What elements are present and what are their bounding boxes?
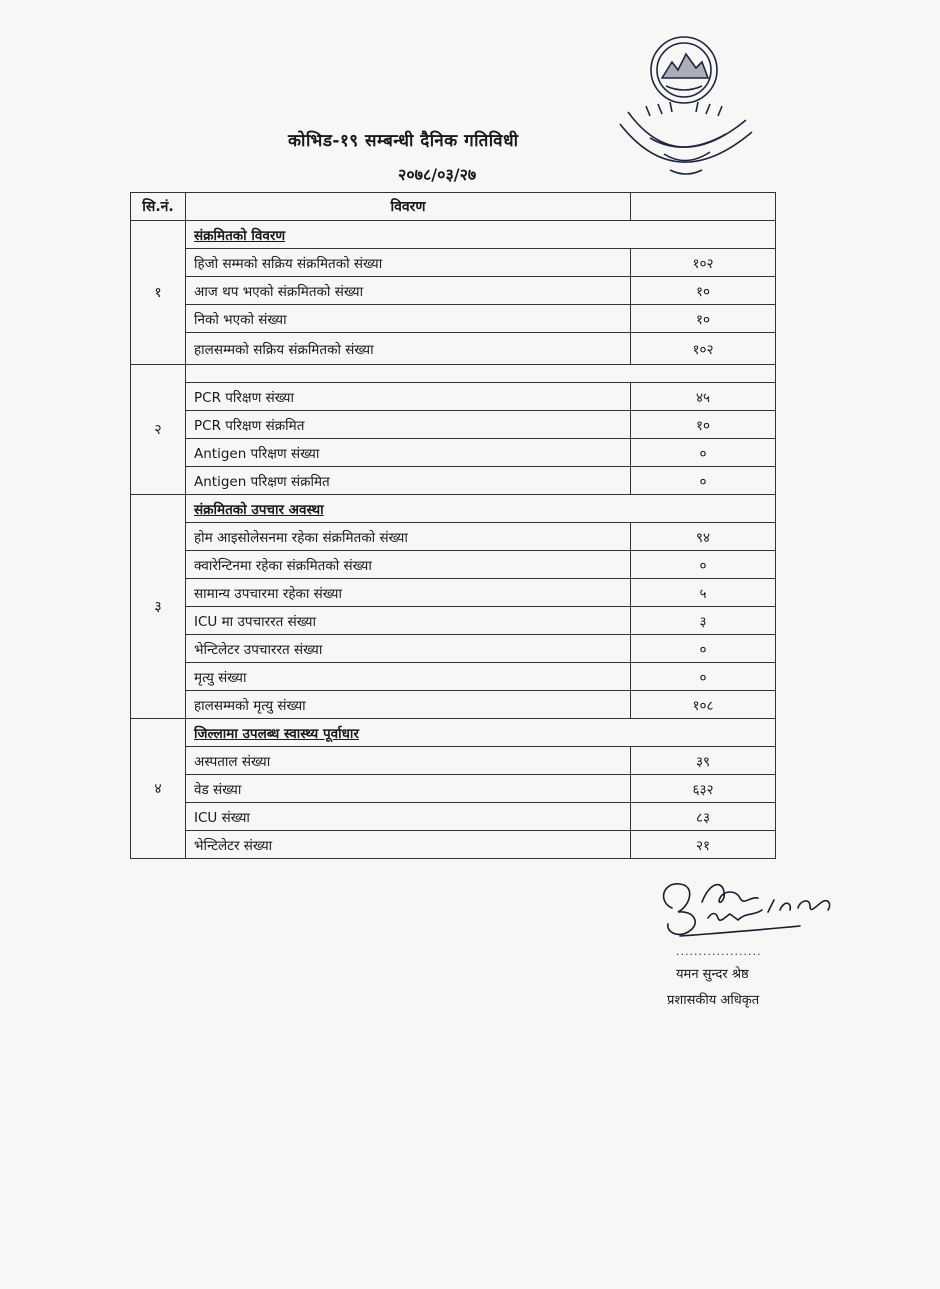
table-row xyxy=(131,635,776,663)
row-value: १० xyxy=(631,411,776,439)
table-row xyxy=(131,411,776,439)
row-value: ४५ xyxy=(631,383,776,411)
table-row xyxy=(131,523,776,551)
section-heading: जिल्लामा उपलब्ध स्वास्थ्य पूर्वाधार xyxy=(186,719,776,747)
row-value: १० xyxy=(631,305,776,333)
row-label: हालसम्मको सक्रिय संक्रमितको संख्या xyxy=(186,333,631,365)
row-value: १०२ xyxy=(631,333,776,365)
section-heading-row xyxy=(131,221,776,249)
table-row xyxy=(131,333,776,365)
row-label: निको भएको संख्या xyxy=(186,305,631,333)
row-value: १०२ xyxy=(631,249,776,277)
row-value: ८३ xyxy=(631,803,776,831)
serial-number: १ xyxy=(131,221,186,365)
header-description: विवरण xyxy=(186,193,631,221)
row-value: २१ xyxy=(631,831,776,859)
header-serial-number: सि.नं. xyxy=(131,193,186,221)
section-heading: संक्रमितको विवरण xyxy=(186,221,776,249)
covid-daily-report-table xyxy=(130,192,776,859)
handwritten-signature xyxy=(650,872,840,952)
table-row xyxy=(131,831,776,859)
table-row xyxy=(131,249,776,277)
row-label: Antigen परिक्षण संख्या xyxy=(186,439,631,467)
row-value: ० xyxy=(631,439,776,467)
row-value: १० xyxy=(631,277,776,305)
row-label: मृत्यु संख्या xyxy=(186,663,631,691)
table-header-row xyxy=(131,193,776,221)
row-label: PCR परिक्षण संख्या xyxy=(186,383,631,411)
page-title: कोभिड-१९ सम्बन्धी दैनिक गतिविधी xyxy=(288,131,519,151)
row-label: आज थप भएको संक्रमितको संख्या xyxy=(186,277,631,305)
table-row xyxy=(131,277,776,305)
row-value: ९४ xyxy=(631,523,776,551)
row-value: ० xyxy=(631,635,776,663)
section-heading-row xyxy=(131,719,776,747)
row-label: अस्पताल संख्या xyxy=(186,747,631,775)
table-row xyxy=(131,551,776,579)
row-label: भेन्टिलेटर उपचाररत संख्या xyxy=(186,635,631,663)
signature-line: ................... xyxy=(676,945,762,958)
section-heading xyxy=(186,365,776,383)
serial-number: ४ xyxy=(131,719,186,859)
row-label: हिजो सम्मको सक्रिय संक्रमितको संख्या xyxy=(186,249,631,277)
signer-designation: प्रशासकीय अधिकृत xyxy=(667,993,760,1008)
row-value: ३ xyxy=(631,607,776,635)
row-label: सामान्य उपचारमा रहेका संख्या xyxy=(186,579,631,607)
row-label: होम आइसोलेसनमा रहेका संक्रमितको संख्या xyxy=(186,523,631,551)
row-label: वेड संख्या xyxy=(186,775,631,803)
row-label: PCR परिक्षण संक्रमित xyxy=(186,411,631,439)
official-seal xyxy=(606,28,756,188)
row-label: क्वारेन्टिनमा रहेका संक्रमितको संख्या xyxy=(186,551,631,579)
section-heading-row xyxy=(131,365,776,383)
table-row xyxy=(131,803,776,831)
table-row xyxy=(131,579,776,607)
table-row xyxy=(131,467,776,495)
report-date: २०७८/०३/२७ xyxy=(398,165,477,184)
section-heading-row xyxy=(131,495,776,523)
row-value: ३९ xyxy=(631,747,776,775)
row-label: भेन्टिलेटर संख्या xyxy=(186,831,631,859)
row-label: Antigen परिक्षण संक्रमित xyxy=(186,467,631,495)
table-row xyxy=(131,607,776,635)
table-row xyxy=(131,747,776,775)
table-row xyxy=(131,439,776,467)
section-heading: संक्रमितको उपचार अवस्था xyxy=(186,495,776,523)
table-row xyxy=(131,383,776,411)
row-label: हालसम्मको मृत्यु संख्या xyxy=(186,691,631,719)
signer-name: यमन सुन्दर श्रेष्ठ xyxy=(676,967,749,982)
row-value: ० xyxy=(631,551,776,579)
table-row xyxy=(131,691,776,719)
header-value xyxy=(631,193,776,221)
row-value: ५ xyxy=(631,579,776,607)
row-label: ICU संख्या xyxy=(186,803,631,831)
serial-number: २ xyxy=(131,365,186,495)
row-value: १०८ xyxy=(631,691,776,719)
row-label: ICU मा उपचाररत संख्या xyxy=(186,607,631,635)
serial-number: ३ xyxy=(131,495,186,719)
row-value: ० xyxy=(631,467,776,495)
table-row xyxy=(131,663,776,691)
row-value: ० xyxy=(631,663,776,691)
table-row xyxy=(131,305,776,333)
row-value: ६३२ xyxy=(631,775,776,803)
table-row xyxy=(131,775,776,803)
